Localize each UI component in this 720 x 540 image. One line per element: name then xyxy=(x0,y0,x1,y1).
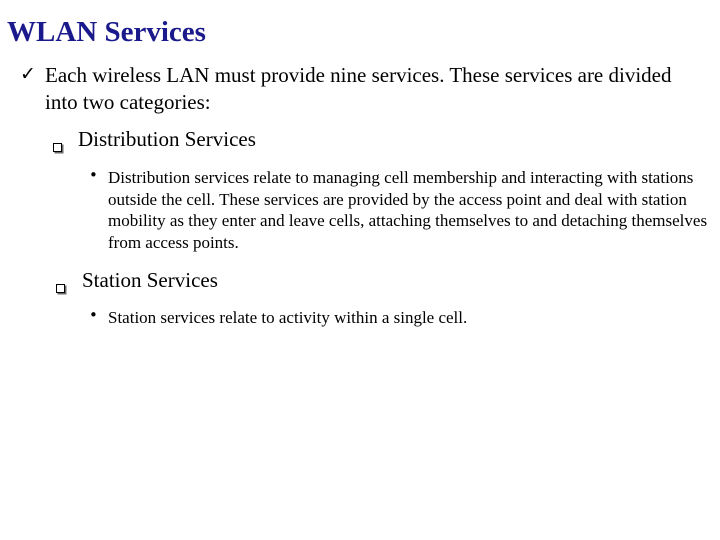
intro-point xyxy=(20,62,700,116)
bullet-dot-icon: • xyxy=(89,166,98,184)
station-description: Station services relate to activity within a single cell. xyxy=(108,308,468,327)
slide-title: WLAN Services xyxy=(7,16,206,48)
square-bullet-icon xyxy=(56,284,65,293)
square-bullet-icon xyxy=(53,143,62,152)
category-heading-distribution: Distribution Services xyxy=(78,127,256,151)
distribution-description: Distribution services relate to managing cell membership and interacting with stations outside the cell. These services are provided by the access point and deal with station mobility as they enter and leave cells, attaching themselves to and detaching themselves from access points. xyxy=(108,168,708,252)
intro-text: Each wireless LAN must provide nine services. These services are divided into two categories: xyxy=(45,63,672,114)
checkmark-icon: ✓ xyxy=(20,63,36,85)
category-heading-station: Station Services xyxy=(82,268,218,292)
bullet-dot-icon: • xyxy=(89,306,98,324)
